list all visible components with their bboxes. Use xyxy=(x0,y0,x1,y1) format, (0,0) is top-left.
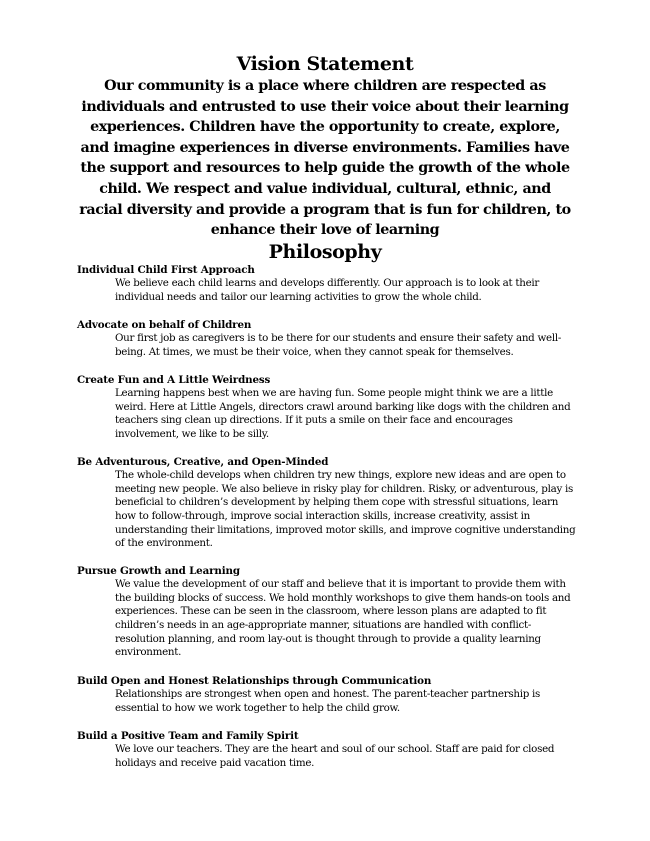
item-body: Relationships are strongest when open and honest. The parent-teacher partnership is essential to how we work together to help the child grow. xyxy=(115,688,541,714)
item-body: We love our teachers. They are the heart and soul of our school. Staff are paid for closed holidays and receive paid vacation time. xyxy=(115,743,555,769)
item-body: We value the development of our staff and believe that it is important to provide them with the building blocks of success. We hold monthly workshops to give them hands-on tools and experiences. These can be seen in the classroom, where lesson plans are adapted to fit children’s needs in an age-appropriate manner, situations are handled with conflict-resolution planning, and room lay-out is thought through to provide a quality learning environment. xyxy=(115,578,571,659)
vision-statement-text: Our community is a place where children are respected as individuals and entrusted to use their voice about their learning experiences. Children have the opportunity to create, explore, and imagine experiences in diverse environments. Families have the support and resources to help guide the growth of the whole child. We respect and value individual, cultural, ethnic, and racial diversity and provide a program that is fun for children, to enhance their love of learning xyxy=(79,78,571,239)
philosophy-item-advocate xyxy=(77,318,577,359)
item-heading: Pursue Growth and Learning xyxy=(77,565,240,577)
item-heading: Individual Child First Approach xyxy=(77,264,255,276)
item-heading: Advocate on behalf of Children xyxy=(77,319,252,331)
vision-title: Vision Statement xyxy=(236,53,414,75)
philosophy-title: Philosophy xyxy=(268,241,382,263)
philosophy-item-individual-child xyxy=(77,263,577,304)
item-heading: Build a Positive Team and Family Spirit xyxy=(77,730,299,742)
philosophy-item-team-spirit xyxy=(77,729,577,770)
item-body: Our first job as caregivers is to be there for our students and ensure their safety and well-being. At times, we must be their voice, when they cannot speak for themselves. xyxy=(115,332,562,358)
item-heading: Be Adventurous, Creative, and Open-Minded xyxy=(77,456,329,468)
item-body: The whole-child develops when children try new things, explore new ideas and are open to meeting new people. We also believe in risky play for children. Risky, or adventurous, play is beneficial to children’s development by helping them cope with stressful situations, learn how to follow-through, improve social interaction skills, increase creativity, assist in understanding their limitations, improved motor skills, and improve cognitive understanding of the environment. xyxy=(115,469,576,550)
item-body: We believe each child learns and develops differently. Our approach is to look at their individual needs and tailor our learning activities to grow the whole child. xyxy=(115,277,540,303)
item-body: Learning happens best when we are having fun. Some people might think we are a little weird. Here at Little Angels, directors crawl around barking like dogs with the children and teachers sing clean up directions. If it puts a smile on their face and encourages involvement, we like to be silly. xyxy=(115,387,571,440)
item-heading: Create Fun and A Little Weirdness xyxy=(77,374,271,386)
philosophy-item-adventurous xyxy=(77,455,577,551)
philosophy-item-relationships xyxy=(77,674,577,715)
item-heading: Build Open and Honest Relationships through Communication xyxy=(77,675,432,687)
philosophy-item-fun-weirdness xyxy=(77,373,577,442)
philosophy-item-growth-learning xyxy=(77,564,577,660)
